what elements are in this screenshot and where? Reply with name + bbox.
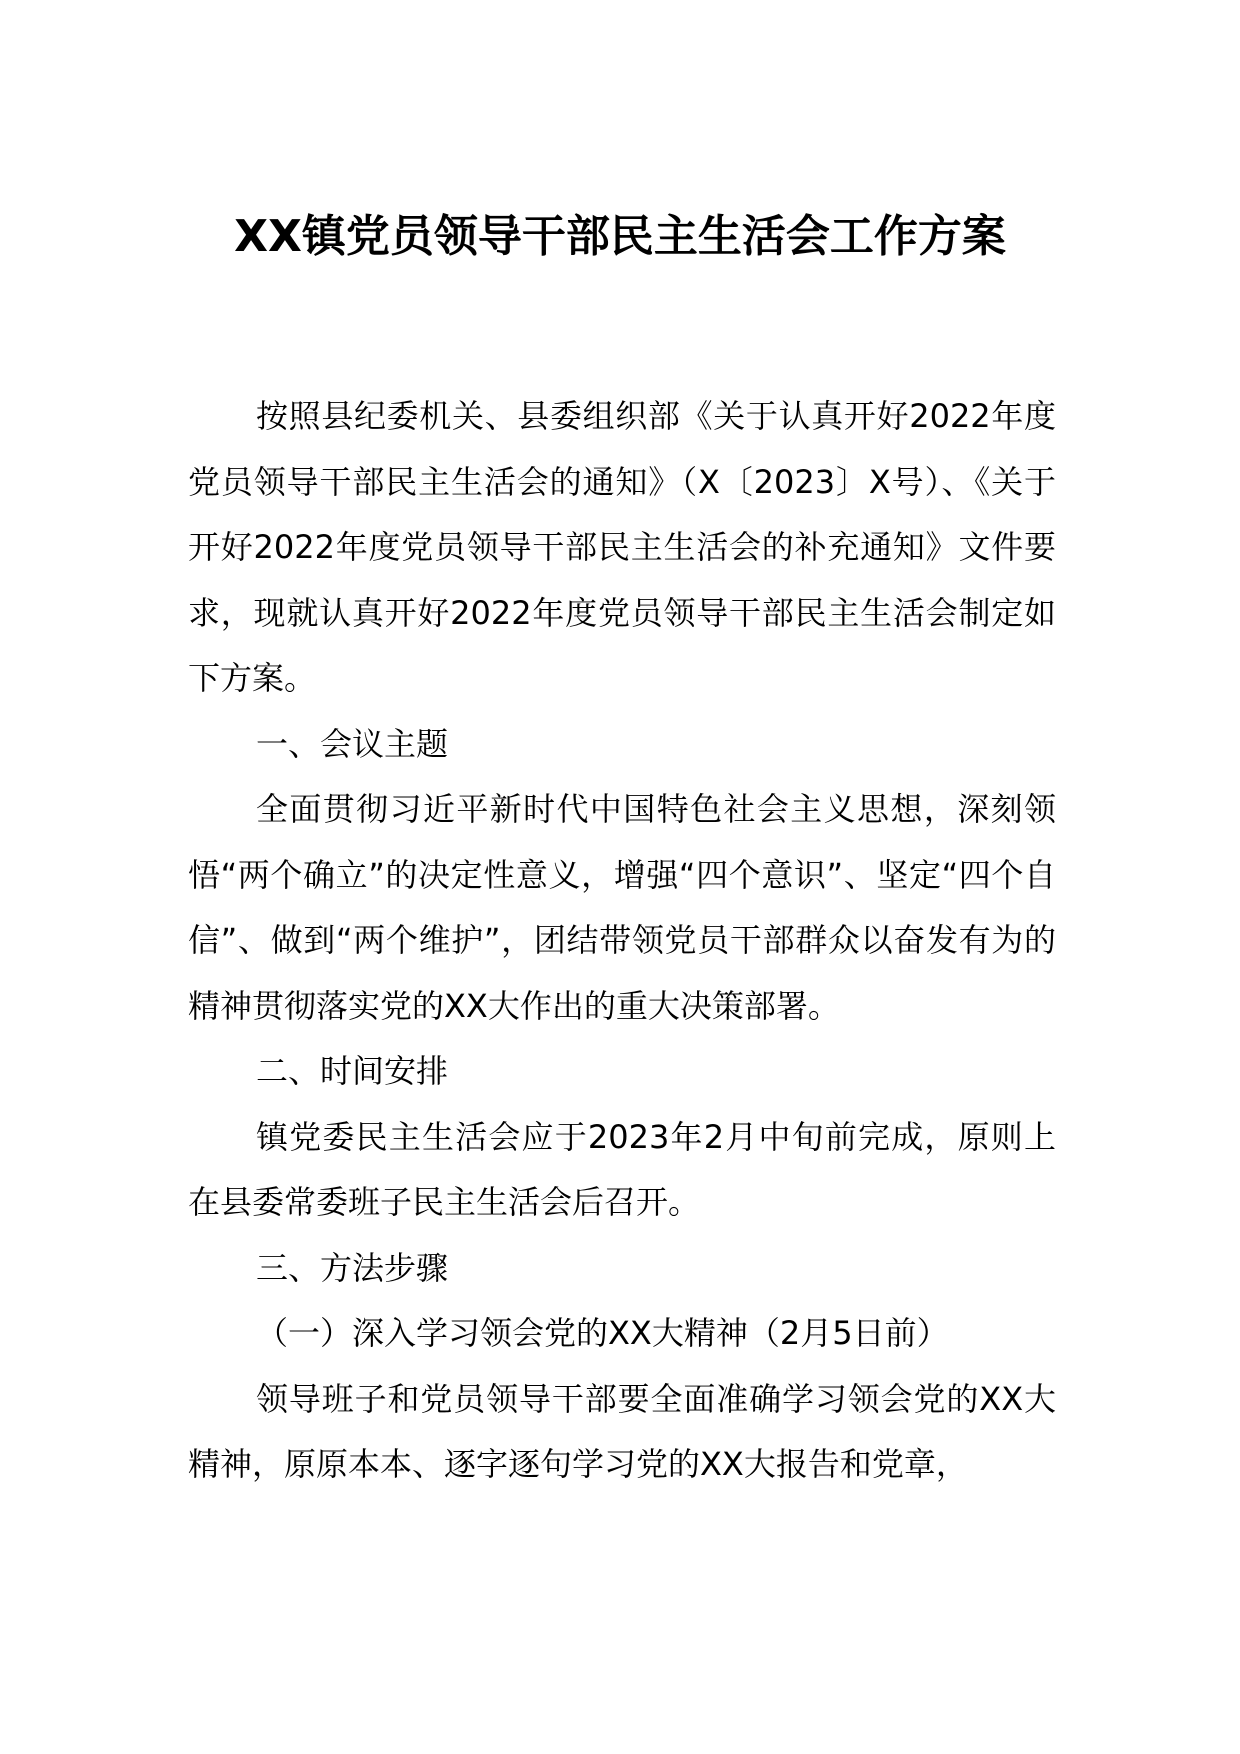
intro-paragraph: 按照县纪委机关、县委组织部《关于认真开好2022年度党员领导干部民主生活会的通知》（X〔2023〕X号）、《关于开好2022年度党员领导干部民主生活会的补充通知》文件要求，现就认真开好2022年度党员领导干部民主生活会制定如下方案。: [188, 397, 1056, 697]
section-subheading-study: （一）深入学习领会党的XX大精神（2月5日前）: [256, 1314, 949, 1352]
section-heading-steps: 三、方法步骤: [256, 1248, 449, 1287]
section-body-schedule: 镇党委民主生活会应于2023年2月中旬前完成，原则上在县委常委班子民主生活会后召开。: [188, 1117, 1056, 1221]
section-heading-schedule: 二、时间安排: [256, 1052, 449, 1090]
section-body-theme: 全面贯彻习近平新时代中国特色社会主义思想，深刻领悟“两个确立”的决定性意义，增强“四个意识”、坚定“四个自信”、做到“两个维护”，团结带领党员干部群众以奋发有为的精神贯彻落实党的XX大作出的重大决策部署。: [188, 790, 1056, 1025]
document-body: [188, 384, 1056, 1498]
document-title: XX镇党员领导干部民主生活会工作方案: [234, 211, 1006, 262]
section-body-study: 领导班子和党员领导干部要全面准确学习领会党的XX大精神，原原本本、逐字逐句学习党的XX大报告和党章，: [188, 1379, 1056, 1483]
section-heading-theme: 一、会议主题: [256, 724, 449, 763]
